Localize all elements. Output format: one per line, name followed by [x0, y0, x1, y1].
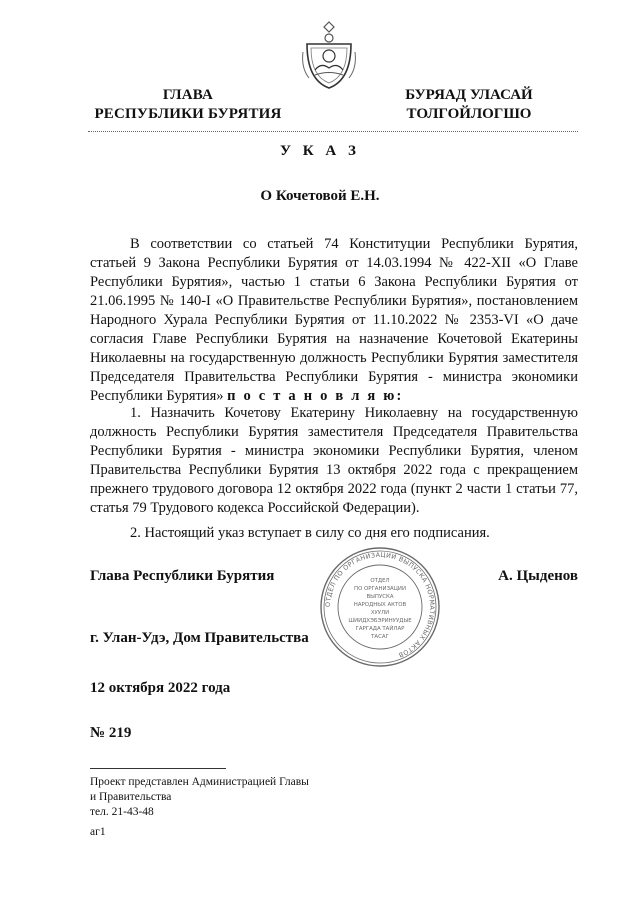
- footnote-divider: [90, 768, 226, 769]
- issuer-heading-buryat-line1: БУРЯАД УЛАСАЙ: [405, 87, 533, 103]
- decree-number: № 219: [90, 725, 132, 741]
- seal-line: ВЫПУСКА: [366, 594, 394, 600]
- document-type: У К А З: [280, 143, 360, 159]
- footnote-line: и Правительства: [90, 791, 172, 803]
- seal-line: ПО ОРГАНИЗАЦИИ: [354, 586, 406, 592]
- signatory-name: А. Цыденов: [498, 568, 578, 584]
- official-seal-stamp: [318, 545, 442, 669]
- header-divider: [88, 131, 578, 132]
- seal-line: ХУУЛИ: [370, 610, 390, 616]
- coat-of-arms-emblem: [301, 18, 357, 92]
- seal-line: НАРОДНЫХ АКТОВ: [353, 602, 407, 608]
- issuer-heading: [88, 86, 288, 124]
- seal-outer-text: ОТДЕЛ ПО ОРГАНИЗАЦИИ ВЫПУСКА НОРМАТИВНЫХ АКТОВ: [323, 550, 437, 660]
- footnote-phone: тел. 21-43-48: [90, 806, 154, 818]
- document-subject: О Кочетовой Е.Н.: [260, 188, 380, 204]
- footnote: [90, 775, 309, 820]
- issuer-heading-line1: ГЛАВА: [162, 87, 214, 103]
- seal-line: ТАСАГ: [371, 634, 389, 640]
- preamble-text: В соответствии со статьей 74 Конституции Республики Бурятия, статьей 9 Закона Республики Бурятия от 14.03.1994 № 422-XII «О Главе Республики Бурятия», частью 1 статьи 6 Закона Республики Бурятия от 21.06.1995 № 140-I «О Правительстве Республики Бурятия», постановлением Народного Хурала Республики Бурятия от 11.10.2022 № 2353-VI «О даче согласия Главе Республики Бурятия на назначение Кочетовой Екатерины Николаевны на государственную должность Республики Бурятия заместителя Председателя Правительства Республики Бурятия - министра экономики Республики Бурятия»: [90, 236, 578, 404]
- issuer-heading-line2: РЕСПУБЛИКИ БУРЯТИЯ: [94, 106, 282, 122]
- point-2: 2. Настоящий указ вступает в силу со дня его подписания.: [130, 525, 490, 541]
- signing-date: 12 октября 2022 года: [90, 680, 231, 696]
- point-1: 1. Назначить Кочетову Екатерину Николаевну на государственную должность Республики Бурятия заместителя Председателя Правительства Республики Бурятия - министра экономики Республики Бурятия, членом Правительства Республики Бурятия 13 октября 2022 года с прекращением прежнего трудового договора 12 октября 2022 года (пункт 2 части 1 статьи 77, статья 79 Трудового кодекса Российской Федерации).: [90, 405, 578, 516]
- signatory-title: Глава Республики Бурятия: [90, 568, 275, 584]
- document-code: аг1: [90, 826, 106, 838]
- seal-line: ГАРГАДА ТАЙЛАР: [355, 626, 405, 632]
- seal-line: ОТДЕЛ: [370, 578, 390, 584]
- signing-place: г. Улан-Удэ, Дом Правительства: [90, 630, 309, 646]
- seal-line: ШИИДХЭБЭРИНУУДЫЕ: [348, 618, 412, 624]
- issuer-heading-buryat: [384, 86, 554, 124]
- preamble-paragraph: [90, 235, 578, 406]
- decree-word: п о с т а н о в л я ю:: [227, 388, 404, 404]
- issuer-heading-buryat-line2: ТОЛГОЙЛОГШО: [406, 106, 532, 122]
- footnote-line: Проект представлен Администрацией Главы: [90, 776, 309, 788]
